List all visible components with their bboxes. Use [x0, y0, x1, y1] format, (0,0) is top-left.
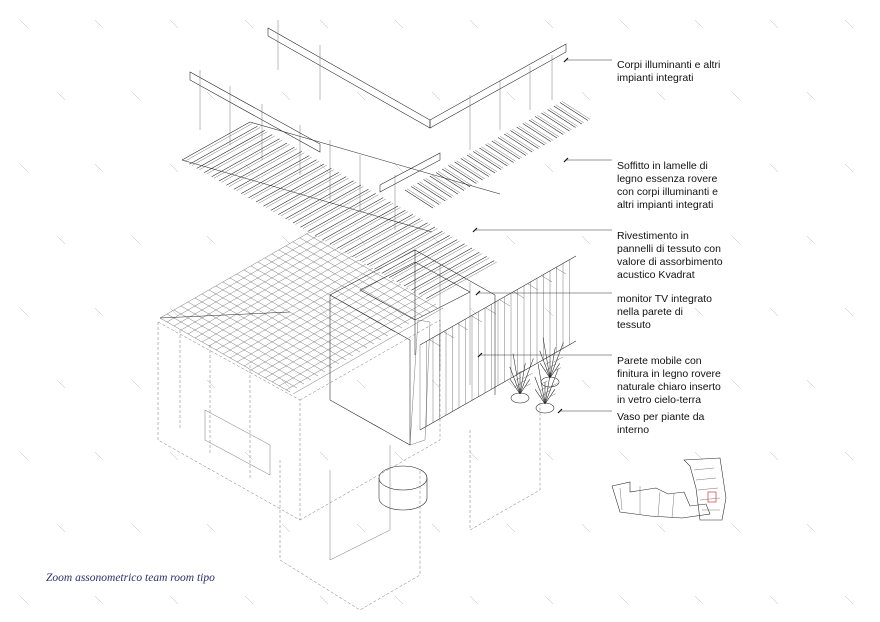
drawing-caption: Zoom assonometrico team room tipo: [46, 572, 215, 584]
callout-wood-slat-ceiling: Soffitto in lamelle di legno essenza rovere con corpi illuminanti e altri impianti integrati: [617, 160, 718, 211]
callout-movable-wall: Parete mobile con finitura in legno rovere naturale chiaro inserto in vetro cielo-terra: [617, 355, 721, 406]
key-plan: [612, 458, 726, 520]
leader-lines: [473, 58, 612, 413]
plants: [510, 338, 564, 413]
suspension-rails: [190, 28, 566, 192]
ceiling-slats-right: [405, 101, 590, 208]
callout-tv-monitor: monitor TV integrato nella parete di tessuto: [617, 293, 712, 331]
core-room: [330, 250, 495, 510]
right-slat-wall: [420, 256, 576, 430]
callout-plant-pot: Vaso per piante da interno: [617, 411, 705, 436]
left-slat-wall: [160, 232, 443, 394]
watermark-pattern: [20, 20, 880, 604]
callout-fabric-panels: Rivestimento in pannelli di tessuto con valore di assorbimento acustico Kvadrat: [617, 230, 723, 281]
callout-ceiling-lighting: Corpi illuminanti e altri impianti integrati: [617, 59, 721, 84]
hanger-rods: [200, 20, 552, 230]
ceiling-slats-left: [182, 122, 500, 300]
lower-volume: [158, 320, 540, 610]
